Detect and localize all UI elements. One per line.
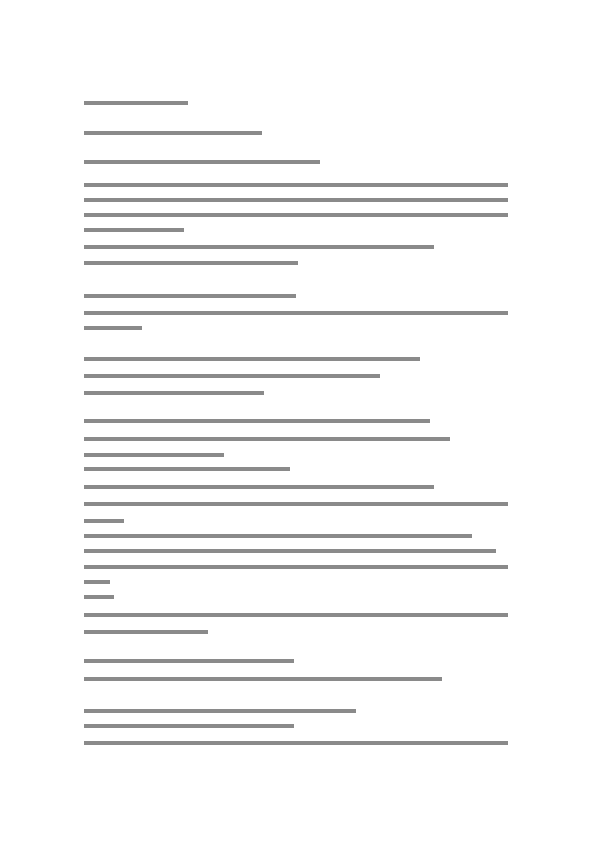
text-line <box>84 101 188 105</box>
text-line <box>84 630 208 634</box>
text-line <box>84 437 450 441</box>
text-line <box>84 160 320 164</box>
text-line <box>84 565 508 569</box>
text-line <box>84 502 508 506</box>
text-line <box>84 374 380 378</box>
text-line <box>84 709 356 713</box>
text-line <box>84 261 298 265</box>
text-line <box>84 419 430 423</box>
text-line <box>84 659 294 663</box>
text-line <box>84 677 442 681</box>
text-line <box>84 391 264 395</box>
text-line <box>84 453 224 457</box>
text-line <box>84 467 290 471</box>
text-line <box>84 580 110 584</box>
text-line <box>84 311 508 315</box>
text-line <box>84 213 508 217</box>
text-line <box>84 549 496 553</box>
text-line <box>84 294 296 298</box>
text-line <box>84 245 434 249</box>
text-line <box>84 595 114 599</box>
text-line <box>84 519 124 523</box>
text-line <box>84 228 184 232</box>
text-line <box>84 198 508 202</box>
text-line <box>84 183 508 187</box>
text-line <box>84 741 508 745</box>
text-line <box>84 357 420 361</box>
text-line <box>84 724 294 728</box>
text-line <box>84 613 508 617</box>
text-line <box>84 534 472 538</box>
text-line <box>84 326 142 330</box>
text-line <box>84 485 434 489</box>
text-line <box>84 131 262 135</box>
